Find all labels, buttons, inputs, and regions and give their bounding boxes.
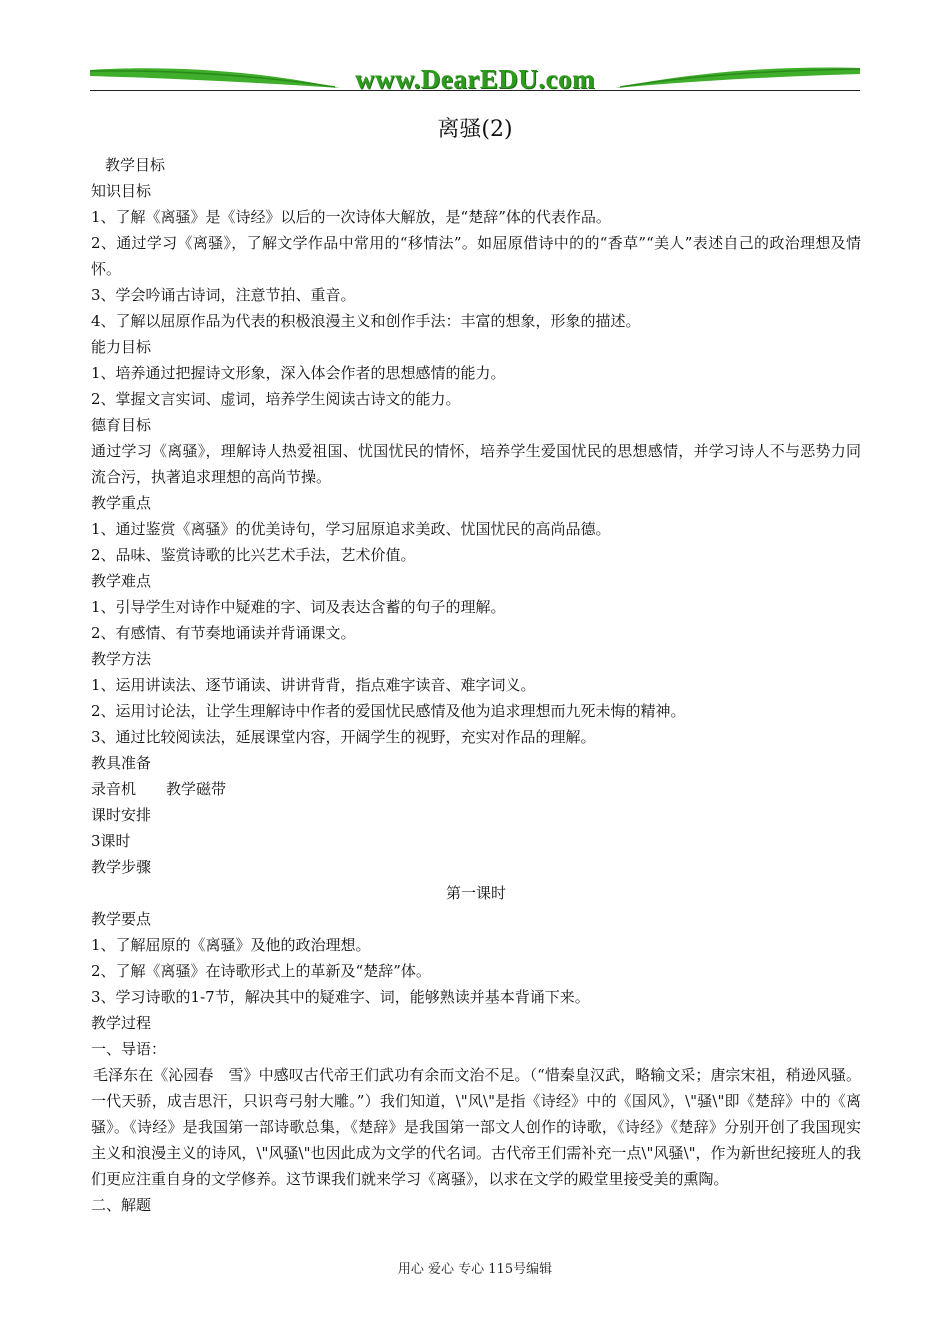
heading-process: 教学过程: [91, 1014, 152, 1032]
heading-teaching-goals: 教学目标: [105, 156, 166, 174]
heading-methods: 教学方法: [91, 650, 152, 668]
heading-difficulties: 教学难点: [91, 572, 152, 590]
page-footer: 用心 爱心 专心 115号编辑: [397, 1262, 553, 1277]
heading-knowledge-goals: 知识目标: [91, 182, 152, 200]
schedule-text: 3课时: [91, 832, 131, 850]
method-1: 1、运用讲读法、逐节诵读、讲讲背背，指点难字读音、难字词义。: [91, 676, 536, 694]
heading-title-explanation: 二、解题: [91, 1196, 152, 1214]
section-first-lesson: 第一课时: [445, 884, 506, 902]
key-point-1: 1、通过鉴赏《离骚》的优美诗句，学习屈原追求美政、忧国忧民的高尚品德。: [91, 520, 611, 538]
difficulty-1: 1、引导学生对诗作中疑难的字、词及表达含蓄的句子的理解。: [91, 598, 506, 616]
heading-schedule: 课时安排: [91, 806, 152, 824]
header-divider: [90, 90, 860, 91]
lesson-point-1: 1、了解屈原的《离骚》及他的政治理想。: [91, 936, 371, 954]
document-title: 离骚(2): [437, 117, 513, 142]
knowledge-item-1: 1、了解《离骚》是《诗经》以后的一次诗体大解放，是“楚辞”体的代表作品。: [91, 208, 611, 226]
difficulty-2: 2、有感情、有节奏地诵读并背诵课文。: [91, 624, 356, 642]
heading-steps: 教学步骤: [91, 858, 152, 876]
knowledge-item-4: 4、了解以屈原作品为代表的积极浪漫主义和创作手法：丰富的想象，形象的描述。: [91, 312, 641, 330]
document-body: [91, 152, 861, 1218]
heading-lesson-points: 教学要点: [91, 910, 152, 928]
ability-item-2: 2、掌握文言实词、虚词，培养学生阅读古诗文的能力。: [91, 390, 461, 408]
heading-moral-goals: 德育目标: [91, 416, 152, 434]
method-3: 3、通过比较阅读法，延展课堂内容，开阔学生的视野，充实对作品的理解。: [91, 728, 596, 746]
key-point-2: 2、品味、鉴赏诗歌的比兴艺术手法，艺术价值。: [91, 546, 416, 564]
ability-item-1: 1、培养通过把握诗文形象，深入体会作者的思想感情的能力。: [91, 364, 506, 382]
knowledge-item-3: 3、学会吟诵古诗词，注意节拍、重音。: [91, 286, 356, 304]
materials-text: 录音机 教学磁带: [91, 780, 227, 798]
knowledge-item-2: 2、通过学习《离骚》，了解文学作品中常用的“移情法”。如屈原借诗中的的“香草”“美人”表述自己的政治理想及情怀。: [91, 234, 861, 278]
moral-goal-text: 通过学习《离骚》，理解诗人热爱祖国、忧国忧民的情怀，培养学生爱国忧民的思想感情，并学习诗人不与恶势力同流合污，执著追求理想的高尚节操。: [91, 442, 861, 486]
site-logo: www.DearEDU.com: [355, 64, 595, 94]
lesson-point-2: 2、了解《离骚》在诗歌形式上的革新及“楚辞”体。: [91, 962, 431, 980]
heading-materials: 教具准备: [91, 754, 152, 772]
method-2: 2、运用讨论法，让学生理解诗中作者的爱国忧民感情及他为追求理想而九死未悔的精神。: [91, 702, 686, 720]
heading-key-points: 教学重点: [91, 494, 152, 512]
heading-introduction: 一、导语：: [91, 1040, 167, 1058]
lesson-point-3: 3、学习诗歌的1-7节，解决其中的疑难字、词，能够熟读并基本背诵下来。: [91, 988, 590, 1006]
introduction-paragraph: 毛泽东在《沁园春 雪》中感叹古代帝王们武功有余而文治不足。（“惜秦皇汉武，略输文采；唐宗宋祖，稍逊风骚。一代天骄，成吉思汗，只识弯弓射大雕。”）我们知道，\"风\"是指《诗经》中的《国风》，\"骚\"即《楚辞》中的《离骚》。《诗经》是我国第一部诗歌总集，《楚辞》是我国第一部文人创作的诗歌，《诗经》《楚辞》分别开创了我国现实主义和浪漫主义的诗风，\"风骚\"也因此成为文学的代名词。古代帝王们需补充一点\"风骚\"，作为新世纪接班人的我们更应注重自身的文学修养。这节课我们就来学习《离骚》，以求在文学的殿堂里接受美的熏陶。: [91, 1066, 861, 1188]
heading-ability-goals: 能力目标: [91, 338, 152, 356]
